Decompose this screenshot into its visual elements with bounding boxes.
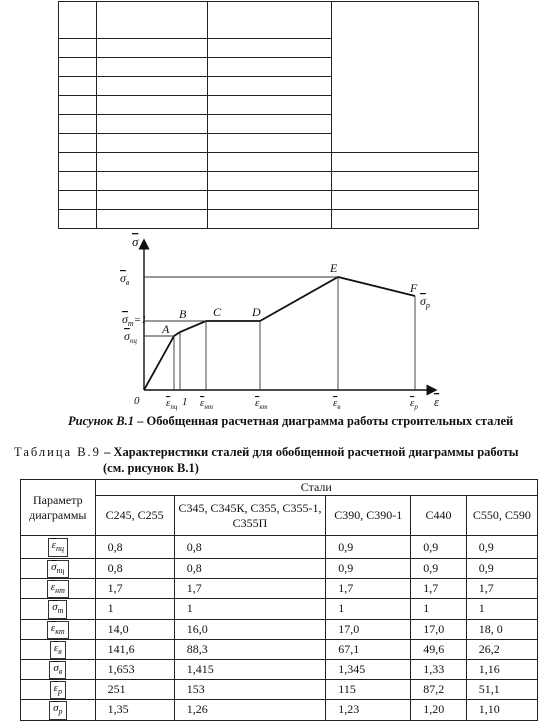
param-cell — [21, 579, 96, 599]
x-tick-eps-kt: $\varepsilon_{кт}$ — [255, 397, 268, 411]
value-cell: 1 — [466, 599, 537, 619]
blank-cell — [208, 115, 332, 134]
figure-caption-label: Рисунок В.1 — [68, 414, 134, 428]
value-cell: 26,2 — [466, 639, 537, 659]
value-cell: 88,3 — [174, 639, 326, 659]
blank-cell — [59, 77, 97, 96]
param-symbol — [47, 560, 68, 578]
point-f-label: F — [410, 281, 418, 295]
blank-cell — [59, 58, 97, 77]
param-symbol-letter: $\overline{\sigma}$ — [53, 702, 59, 715]
table-title-text: – Характеристики сталей для обобщенной расчетной диаграммы работы — [104, 445, 519, 459]
param-symbol — [48, 538, 68, 556]
table-row — [21, 536, 538, 559]
value-cell: 1,35 — [95, 700, 174, 720]
param-symbol — [49, 661, 66, 679]
blank-cell — [97, 77, 208, 96]
value-cell: 0,8 — [174, 559, 326, 579]
point-b-label: B — [179, 307, 187, 321]
value-cell: 51,1 — [466, 680, 537, 700]
value-cell: 17,0 — [411, 619, 467, 639]
x-tick-eps-r: $\varepsilon_р$ — [410, 397, 418, 411]
blank-cell — [97, 115, 208, 134]
blank-cell — [59, 134, 97, 153]
value-cell: 0,9 — [466, 536, 537, 559]
table-row — [21, 619, 538, 639]
param-symbol-subscript: р — [58, 707, 63, 717]
value-cell: 0,9 — [466, 559, 537, 579]
blank-cell — [208, 191, 332, 210]
blank-cell — [332, 191, 479, 210]
x-axis-label: ε — [434, 394, 440, 409]
param-symbol-subscript: р — [57, 687, 62, 697]
value-cell: 115 — [326, 680, 411, 700]
blank-cell — [208, 77, 332, 96]
param-symbol-letter: $\overline{\sigma}$ — [52, 601, 58, 614]
param-cell — [21, 536, 96, 559]
param-symbol-letter: $\overline{\varepsilon}$ — [53, 641, 59, 654]
value-cell: 1 — [95, 599, 174, 619]
blank-table-top — [58, 1, 479, 229]
value-cell: 1,16 — [466, 659, 537, 679]
value-cell: 251 — [95, 680, 174, 700]
value-cell: 1 — [326, 599, 411, 619]
value-cell: 16,0 — [174, 619, 326, 639]
param-symbol-letter: $\overline{\sigma}$ — [51, 561, 57, 573]
value-cell: 0,9 — [326, 559, 411, 579]
blank-cell — [208, 153, 332, 172]
value-cell: 1,415 — [174, 659, 326, 679]
y-tick-sigma-b: $\sigma_в$ — [120, 271, 130, 287]
blank-cell — [59, 210, 97, 229]
blank-cell — [208, 172, 332, 191]
value-cell: 1,7 — [95, 579, 174, 599]
blank-cell — [97, 39, 208, 58]
table-title-label: Таблица В.9 — [14, 445, 101, 459]
y-tick-sigma-pc: $\sigma_{пц}$ — [124, 329, 137, 345]
param-symbol — [49, 701, 66, 719]
figure-caption-text: – Обобщенная расчетная диаграмма работы строительных сталей — [137, 414, 514, 428]
param-symbol-subscript: пц — [55, 544, 64, 554]
point-c-label: C — [213, 305, 222, 319]
blank-cell — [97, 191, 208, 210]
group-header-steels: Стали — [95, 480, 537, 496]
value-cell: 153 — [174, 680, 326, 700]
table-row — [21, 639, 538, 659]
table-row — [21, 700, 538, 720]
blank-cell — [59, 96, 97, 115]
column-header: С390, С390-1 — [326, 496, 411, 536]
blank-cell — [97, 2, 208, 39]
column-header: С440 — [411, 496, 467, 536]
origin-label: 0 — [134, 395, 140, 407]
blank-cell — [59, 153, 97, 172]
value-cell: 141,6 — [95, 639, 174, 659]
value-cell: 67,1 — [326, 639, 411, 659]
value-cell: 18, 0 — [466, 619, 537, 639]
param-cell — [21, 700, 96, 720]
param-symbol — [48, 600, 67, 618]
value-cell: 49,6 — [411, 639, 467, 659]
table-title — [14, 445, 518, 460]
param-symbol-letter: $\overline{\sigma}$ — [53, 661, 59, 674]
point-d-label: D — [252, 305, 261, 319]
value-cell: 1,26 — [174, 700, 326, 720]
point-e-label: E — [330, 261, 338, 275]
param-cell — [21, 639, 96, 659]
column-header: С550, С590 — [466, 496, 537, 536]
blank-cell — [59, 191, 97, 210]
blank-cell — [208, 134, 332, 153]
column-header: С345, С345К, С355, С355-1, С355П — [174, 496, 326, 536]
blank-cell — [208, 96, 332, 115]
value-cell: 1,7 — [174, 579, 326, 599]
param-symbol-subscript: в — [58, 646, 62, 656]
x-tick-eps-b: $\varepsilon_в$ — [333, 397, 341, 411]
point-a-label: A — [162, 322, 170, 336]
value-cell: 1,33 — [411, 659, 467, 679]
param-symbol — [47, 621, 69, 639]
value-cell: 1,345 — [326, 659, 411, 679]
value-cell: 1,7 — [466, 579, 537, 599]
table-row — [21, 579, 538, 599]
value-cell: 0,8 — [174, 536, 326, 559]
blank-cell — [59, 172, 97, 191]
y-axis-label: σ — [132, 234, 139, 249]
value-cell: 1,653 — [95, 659, 174, 679]
x-tick-eps-pc: $\varepsilon_{пц}$ — [166, 397, 178, 411]
blank-cell — [97, 172, 208, 191]
blank-cell — [332, 210, 479, 229]
label-sigma-r: $\sigma_р$ — [420, 294, 430, 310]
table-row — [21, 559, 538, 579]
param-symbol-subscript: нт — [55, 586, 65, 596]
value-cell: 0,9 — [326, 536, 411, 559]
value-cell: 1,7 — [411, 579, 467, 599]
blank-cell — [97, 58, 208, 77]
value-cell: 17,0 — [326, 619, 411, 639]
blank-cell-merged — [332, 2, 479, 153]
param-symbol-subscript: кт — [55, 626, 65, 636]
blank-cell — [208, 2, 332, 39]
blank-cell — [59, 115, 97, 134]
column-header: С245, С255 — [95, 496, 174, 536]
value-cell: 1,7 — [326, 579, 411, 599]
value-cell: 1,23 — [326, 700, 411, 720]
value-cell: 1,20 — [411, 700, 467, 720]
value-cell: 0,9 — [411, 536, 467, 559]
value-cell: 0,8 — [95, 536, 174, 559]
stress-strain-diagram — [110, 232, 440, 414]
x-tick-eps-nt: $\varepsilon_{нт}$ — [200, 397, 213, 411]
table-row — [21, 659, 538, 679]
param-symbol-letter: $\overline{\varepsilon}$ — [50, 581, 56, 594]
blank-cell — [332, 153, 479, 172]
param-cell — [21, 599, 96, 619]
value-cell: 1,10 — [466, 700, 537, 720]
blank-cell — [208, 210, 332, 229]
param-symbol-subscript: т — [57, 606, 64, 616]
steel-characteristics-table — [20, 479, 538, 721]
blank-cell — [208, 39, 332, 58]
param-symbol — [50, 641, 66, 659]
param-symbol-subscript: в — [58, 667, 63, 677]
blank-cell — [97, 153, 208, 172]
param-cell — [21, 659, 96, 679]
blank-cell — [97, 134, 208, 153]
value-cell: 1 — [411, 599, 467, 619]
x-tick-one: 1 — [182, 396, 188, 408]
param-header: Параметр диаграммы — [21, 480, 96, 536]
param-cell — [21, 619, 96, 639]
blank-cell — [59, 39, 97, 58]
value-cell: 0,8 — [95, 559, 174, 579]
param-symbol-letter: $\overline{\varepsilon}$ — [53, 682, 58, 695]
table-row — [21, 599, 538, 619]
param-symbol-letter: $\overline{\varepsilon}$ — [51, 539, 56, 552]
stress-strain-curve — [144, 277, 415, 390]
blank-cell — [332, 172, 479, 191]
value-cell: 14,0 — [95, 619, 174, 639]
param-symbol-subscript: пц — [56, 566, 65, 576]
value-cell: 87,2 — [411, 680, 467, 700]
param-symbol-letter: $\overline{\varepsilon}$ — [50, 621, 56, 634]
blank-cell — [59, 2, 97, 39]
figure-caption — [68, 414, 513, 429]
table-subtitle: (см. рисунок В.1) — [103, 461, 199, 475]
blank-cell — [208, 58, 332, 77]
y-tick-sigma-t: $\sigma_т=1$ — [122, 312, 147, 328]
blank-cell — [97, 210, 208, 229]
param-symbol — [47, 580, 69, 598]
param-cell — [21, 559, 96, 579]
value-cell: 1 — [174, 599, 326, 619]
blank-cell — [97, 96, 208, 115]
value-cell: 0,9 — [411, 559, 467, 579]
